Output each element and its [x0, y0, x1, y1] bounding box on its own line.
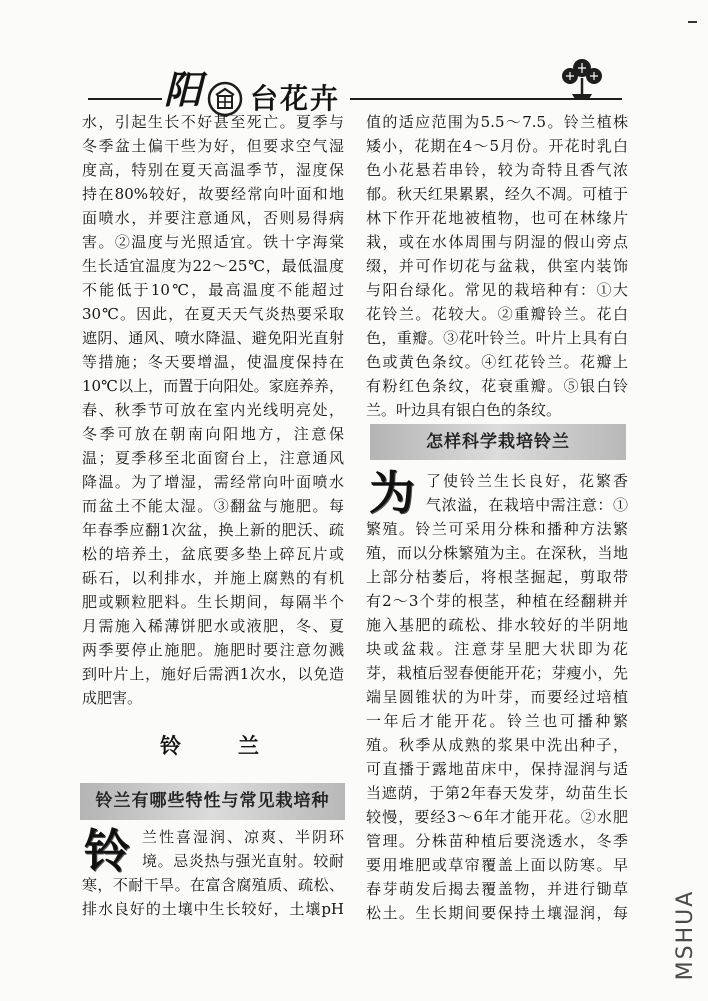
text-line: 面喷水，并要注意通风，否则易得病	[82, 209, 344, 227]
text-line: 较慢，要经3～6年才能开花。②水肥	[366, 808, 628, 826]
left-column-body	[82, 110, 344, 710]
text-line: 了使铃兰生长良好，花繁香	[426, 472, 628, 490]
text-line: 值的适应范围为5.5～7.5。铃兰植株	[366, 113, 628, 131]
text-line: 而盆土不能太湿。③翻盆与施肥。每	[82, 497, 344, 515]
text-line: 兰。叶边具有银白色的条纹。	[366, 401, 562, 419]
corner-mark	[688, 21, 697, 23]
left-column-lower	[82, 825, 344, 921]
text-line: 春、秋季节可放在室内光线明亮处，	[82, 401, 344, 419]
text-line: 年春季应翻1次盆，换上新的肥沃、疏	[82, 521, 344, 539]
text-line: 一年后才能开花。铃兰也可播种繁	[366, 712, 628, 730]
text-line: 松的培养土，盆底要多垫上碎瓦片或	[82, 545, 344, 563]
text-line: 块或盆栽。注意芽呈肥大状即为花	[366, 640, 628, 658]
drop-cap: 为	[369, 466, 415, 520]
drop-cap: 铃	[84, 824, 130, 878]
text-line: 松土。生长期间要保持土壤湿润，每	[366, 904, 628, 922]
text-line: 上部分枯萎后，将根茎掘起，剪取带	[366, 568, 628, 586]
text-line: 寒，不耐干旱。在富含腐殖质、疏松、	[82, 876, 344, 894]
text-line: 色或黄色条纹。④红花铃兰。花瓣上	[366, 353, 628, 371]
text-line: 有2～3个芽的根茎，种植在经翻耕并	[366, 592, 628, 610]
text-line: 境。忌炎热与强光直射。较耐	[142, 852, 344, 870]
text-line: 到叶片上，施好后需洒1次水，以免造	[82, 665, 344, 683]
text-line: 与阳台绿化。常见的栽培种有：①大	[366, 281, 628, 299]
text-line: 管理。分株苗种植后要浇透水，冬季	[366, 832, 628, 850]
plant-icon	[558, 56, 606, 100]
text-line: 栽，或在水体周围与阴湿的假山旁点	[366, 233, 628, 251]
right-column-body	[366, 110, 628, 422]
text-line: 遮阴、通风、喷水降温、避免阳光直射	[82, 329, 344, 347]
text-line: 水，引起生长不好甚至死亡。夏季与	[82, 113, 344, 131]
text-line: 肥或颗粒肥料。生长期间，每隔半个	[82, 593, 344, 611]
text-line: 郁。秋天红果累累，经久不凋。可植于	[366, 185, 628, 203]
text-line: 10℃以上，而置于向阳处。家庭养养，	[82, 377, 344, 395]
text-line: 降温。为了增湿，需经常向叶面喷水	[82, 473, 344, 491]
text-line: 芽，栽植后翌春便能开花；芽瘦小，先	[366, 664, 628, 682]
text-line: 月需施入稀薄饼肥水或液肥，冬、夏	[82, 617, 344, 635]
section-heading-box: 铃兰有哪些特性与常见栽培种	[80, 783, 345, 820]
text-line: 不能低于10℃，最高温度不能超过	[82, 281, 344, 299]
watermark: MSHUA	[673, 889, 698, 981]
text-line: 矮小，花期在4～5月份。开花时乳白	[366, 137, 628, 155]
text-line: 度高，特别在夏天高温季节，湿度保	[82, 161, 344, 179]
text-line: 等措施；冬天要增温，使温度保持在	[82, 353, 344, 371]
text-line: 色小花悬若串铃，较为奇特且香气浓	[366, 161, 628, 179]
text-line: 30℃。因此，在夏天天气炎热要采取	[82, 305, 344, 323]
header-title-first: 阳	[164, 68, 203, 112]
text-line: 温；夏季移至北面窗台上，注意通风	[82, 449, 344, 467]
text-line: 有粉红色条纹，花衰重瓣。⑤银白铃	[366, 377, 628, 395]
text-line: 气浓溢，在栽培中需注意：①	[426, 496, 628, 514]
text-line: 色，重瓣。③花叶铃兰。叶片上具有白	[366, 329, 628, 347]
text-line: 排水良好的土壤中生长较好，土壤pH	[82, 900, 344, 918]
text-line: 兰性喜湿润、凉爽、半阴环	[142, 828, 344, 846]
text-line: 害。②温度与光照适宜。铁十字海棠	[82, 233, 344, 251]
text-line: 施入基肥的疏松、排水较好的半阴地	[366, 616, 628, 634]
text-line: 殖，而以分株繁殖为主。在深秋，当地	[366, 544, 628, 562]
text-line: 生长适宜温度为22～25℃，最低温度	[82, 257, 344, 275]
text-line: 花铃兰。花较大。②重瓣铃兰。花白	[366, 305, 628, 323]
text-line: 成肥害。	[82, 689, 143, 707]
text-line: 当遮荫，于第2年春天发芽，幼苗生长	[366, 784, 628, 802]
text-line: 两季要停止施肥。施肥时要注意勿溅	[82, 641, 344, 659]
text-line: 可直播于露地苗床中，保持湿润与适	[366, 760, 628, 778]
text-line: 繁殖。铃兰可采用分株和播种方法繁	[366, 520, 628, 538]
section-title: 铃兰	[160, 734, 316, 758]
header-rule-left	[88, 98, 162, 100]
text-line: 冬季可放在朝南向阳地方，注意保	[82, 425, 344, 443]
text-line: 缀，并可作切花与盆栽，供室内装饰	[366, 257, 628, 275]
text-line: 春芽萌发后揭去覆盖物，并进行锄草	[366, 880, 628, 898]
text-line: 要用堆肥或草帘覆盖上面以防寒。早	[366, 856, 628, 874]
text-line: 持在80%较好，故要经常向叶面和地	[82, 185, 344, 203]
section-heading-box: 怎样科学栽培铃兰	[370, 424, 626, 460]
text-line: 冬季盆土偏干些为好，但要求空气湿	[82, 137, 344, 155]
text-line: 砾石，以利排水，并施上腐熟的有机	[82, 569, 344, 587]
text-line: 殖。秋季从成熟的浆果中洗出种子，	[366, 736, 628, 754]
right-column-lower	[366, 466, 628, 925]
header-title-rest: 台花卉	[250, 82, 341, 115]
text-line: 林下作开花地被植物，也可在林缘片	[366, 209, 628, 227]
text-line: 端呈圆锥状的为叶芽，而要经过培植	[366, 688, 628, 706]
